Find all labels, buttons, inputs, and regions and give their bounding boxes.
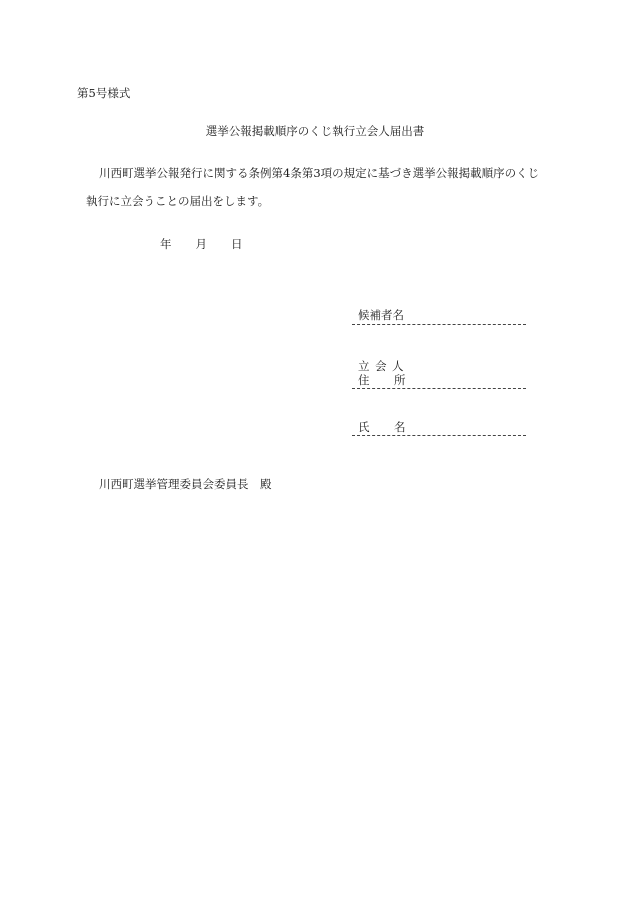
name-label: 氏 名 <box>358 420 406 434</box>
name-field[interactable] <box>352 420 526 436</box>
form-number: 第5号様式 <box>77 86 131 100</box>
candidate-name-field[interactable] <box>352 308 526 325</box>
document-title: 選挙公報掲載順序のくじ執行立会人届出書 <box>205 124 425 138</box>
witness-address-field[interactable] <box>352 359 526 389</box>
month-label: 月 <box>195 237 207 251</box>
date-row <box>160 236 243 252</box>
day-label: 日 <box>231 237 243 251</box>
witness-label: 立 会 人 <box>358 359 404 373</box>
body-text-line-1: 川西町選挙公報発行に関する条例第4条第3項の規定に基づき選挙公報掲載順序のくじ <box>99 166 540 180</box>
addressee: 川西町選挙管理委員会委員長 殿 <box>99 477 272 491</box>
candidate-name-label: 候補者名 <box>358 308 404 322</box>
body-text-line-2: 執行に立会うことの届出をします。 <box>86 194 270 208</box>
year-label: 年 <box>160 237 172 251</box>
address-label: 住 所 <box>358 373 406 387</box>
